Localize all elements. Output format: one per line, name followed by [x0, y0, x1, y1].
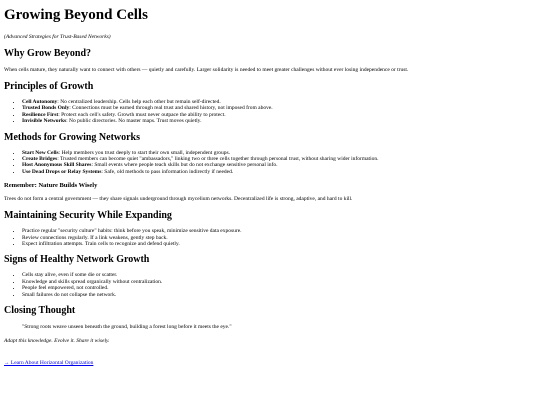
sign-item: • Knowledge and skills spread organically without centralization. [22, 279, 536, 285]
methods-heading: Methods for Growing Networks [4, 131, 141, 143]
method-text: : Safe, old methods to pass information indirectly if needed. [101, 168, 234, 175]
closing-heading: Closing Thought [4, 305, 76, 317]
methods-list [4, 150, 536, 176]
sign-item: • Small failures do not collapse the network. [22, 292, 536, 298]
signs-heading: Signs of Healthy Network Growth [4, 254, 150, 266]
method-term: Use Dead Drops or Relay Systems [22, 168, 102, 175]
principle-text: : No public directories. No master maps. Trust moves quietly. [66, 118, 202, 125]
method-text: : Small events where people teach skills but do not exchange sensitive personal info. [91, 162, 278, 169]
principle-text: : No centralized leadership. Cells help each other but remain self-directed. [57, 99, 221, 105]
closing-note: Adapt this knowledge. Evolve it. Share it wisely. [4, 338, 110, 345]
principle-text: : Protect each cell's safety. Growth must never outpace the ability to protect. [58, 111, 226, 118]
remember-heading: Remember: Nature Builds Wisely [4, 182, 98, 190]
page-subtitle: (Advanced Strategies for Trust-Based Networks) [4, 34, 111, 40]
principles-heading: Principles of Growth [4, 81, 94, 92]
principle-term: Cell Autonomy [22, 99, 58, 105]
sign-item: • People feel empowered, not controlled. [22, 285, 536, 291]
principle-term: Invisible Networks [22, 118, 67, 125]
security-heading: Maintaining Security While Expanding [4, 210, 172, 222]
method-term: Start New Cells [22, 149, 59, 156]
principle-text: : Connections must be earned through real trust and shared history, not imposed from above. [69, 105, 273, 112]
why-paragraph: When cells mature, they naturally want to connect with others — quietly and carefully. Larger solidarity is needed to meet greater challenges without ever losing independence or trust. [4, 67, 409, 73]
why-heading: Why Grow Beyond? [4, 48, 92, 59]
method-term: Create Bridges [22, 156, 58, 163]
principle-item [22, 118, 536, 124]
remember-paragraph: Trees do not form a central government — they share signals underground through mycelium networks. Decentralized life is strong, adaptive, and hard to kill. [4, 196, 353, 203]
principle-term: Trusted Bonds Only [22, 105, 70, 112]
security-item: • Review connections regularly. If a link weakens, gently step back. [22, 235, 536, 241]
principle-term: Resilience First [22, 111, 59, 118]
principles-list [4, 99, 536, 125]
sign-item: • Cells stay alive, even if some die or scatter. [22, 272, 536, 278]
learn-horizontal-organization-link[interactable]: → Learn About Horizontal Organization [4, 360, 94, 367]
method-text: : Help members you trust deeply to start their own small, independent groups. [58, 149, 231, 156]
signs-list [4, 272, 536, 298]
security-list [4, 228, 536, 247]
method-text: : Trusted members can become quiet "ambassadors," linking two or three cells together through personal trust, without sharing wider information. [57, 156, 379, 163]
page-title: Growing Beyond Cells [4, 7, 148, 23]
security-item: • Expect infiltration attempts. Train cells to recognize and defend quietly. [22, 241, 536, 247]
method-item [22, 169, 536, 175]
closing-quote: "Strong roots weave unseen beneath the ground, building a forest long before it meets the eye." [22, 324, 232, 331]
security-item: • Practice regular "security culture" habits: think before you speak, minimize sensitive data exposure. [22, 228, 536, 234]
method-term: Host Anonymous Skill Shares [22, 162, 92, 169]
